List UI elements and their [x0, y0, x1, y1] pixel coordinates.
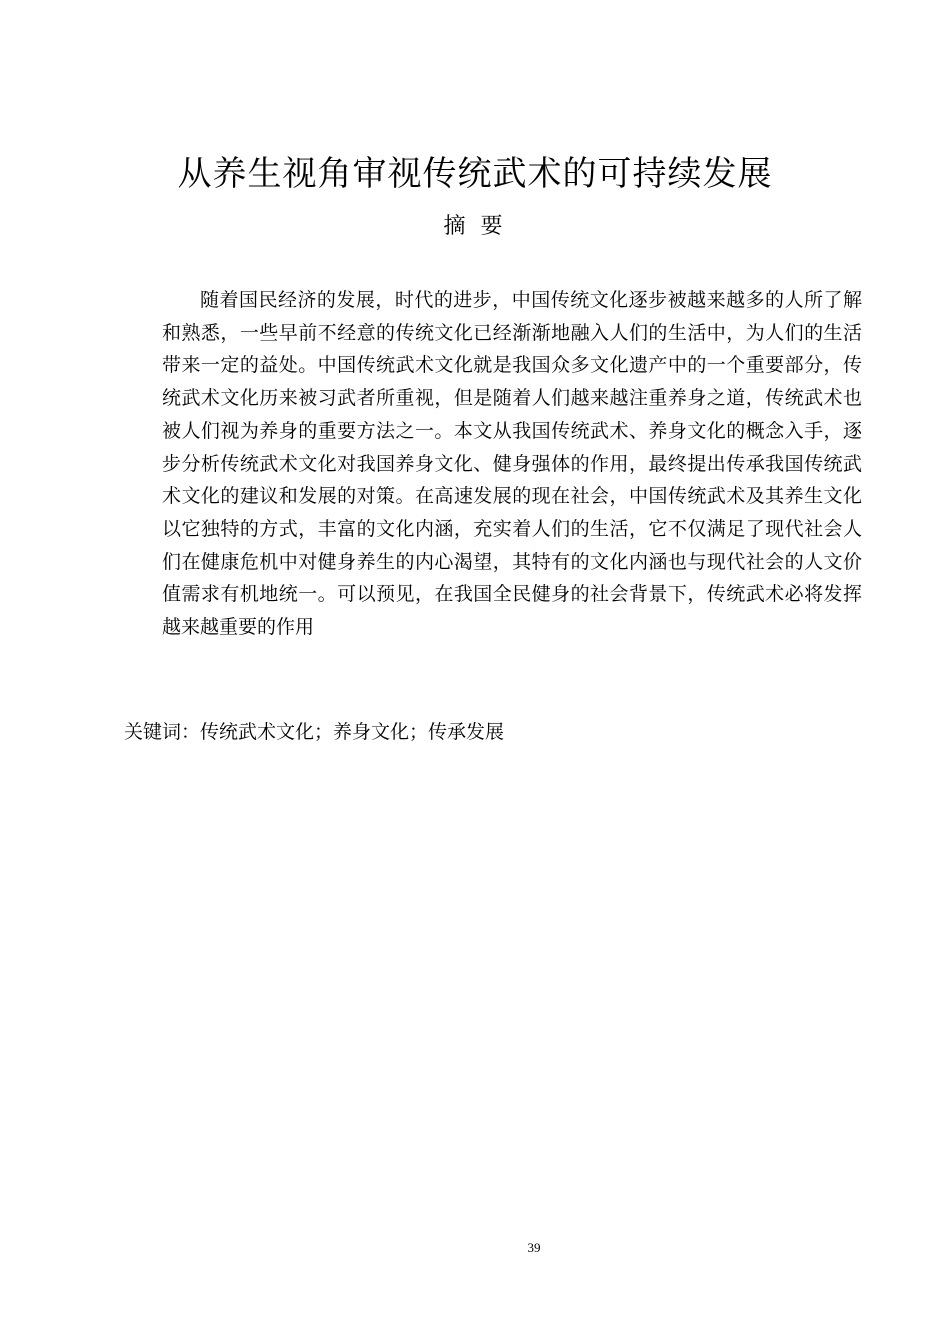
abstract-heading: 摘 要: [443, 214, 507, 239]
abstract-body: 随着国民经济的发展，时代的进步，中国传统文化逐步被越来越多的人所了解和熟悉，一些早前不经意的传统文化已经渐渐地融入人们的生活中，为人们的生活带来一定的益处。中国传统武术文化就是我国众多文化遗产中的一个重要部分，传统武术文化历来被习武者所重视，但是随着人们越来越注重养身之道，传统武术也被人们视为养身的重要方法之一。本文从我国传统武术、养身文化的概念入手，逐步分析传统武术文化对我国养身文化、健身强体的作用，最终提出传承我国传统武术文化的建议和发展的对策。在高速发展的现在社会，中国传统武术及其养生文化以它独特的方式，丰富的文化内涵，充实着人们的生活，它不仅满足了现代社会人们在健康危机中对健身养生的内心渴望，其特有的文化内涵也与现代社会的人文价值需求有机地统一。可以预见，在我国全民健身的社会背景下，传统武术必将发挥越来越重要的作用: [162, 289, 862, 639]
keywords-text: 传统武术文化；养身文化；传承发展: [200, 721, 505, 743]
keywords-line: [124, 716, 864, 748]
keywords-label: 关键词：: [124, 721, 201, 743]
document-title: 从养生视角审视传统武术的可持续发展: [177, 154, 773, 194]
page-number: 39: [527, 1240, 541, 1255]
